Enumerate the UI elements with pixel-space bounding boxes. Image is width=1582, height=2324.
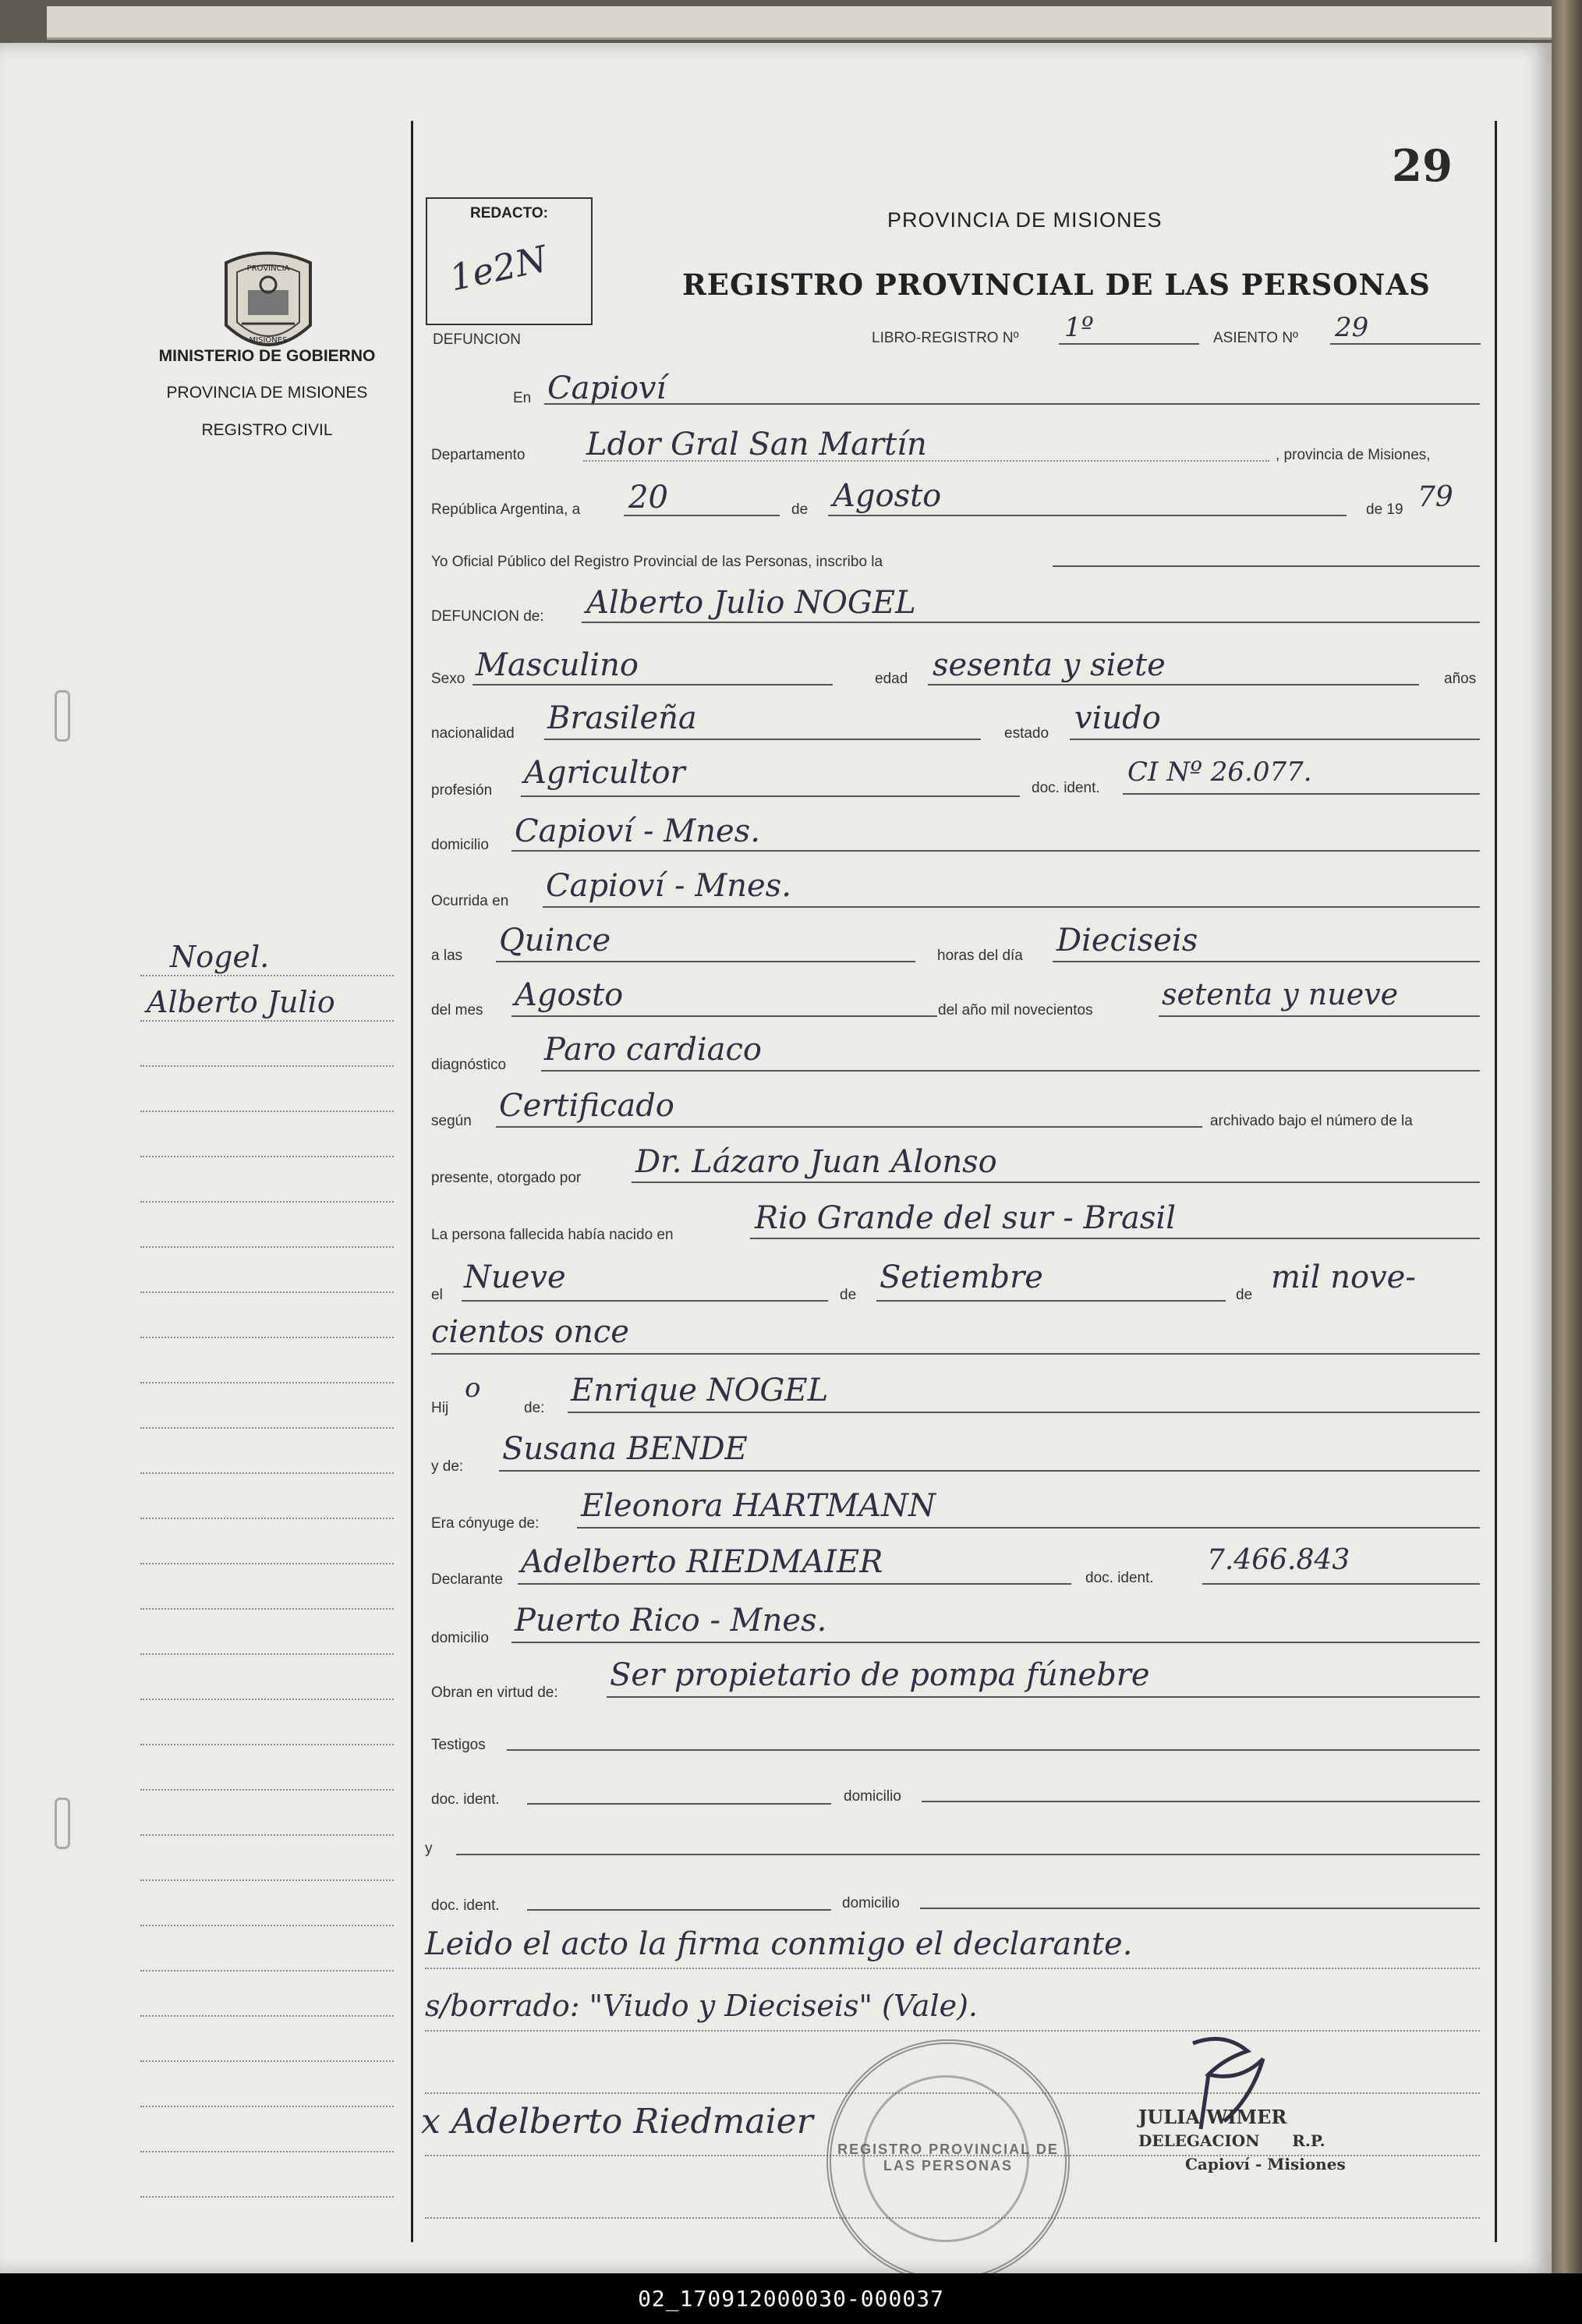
nacionalidad-line [544,739,981,740]
redacto-box [426,197,593,325]
margin-line [140,1744,394,1745]
margin-given-names: Alberto Julio [147,985,335,1019]
el-line [462,1300,828,1302]
margin-line [140,1472,394,1474]
margin-line [140,1834,394,1836]
de3-label: de [1236,1287,1253,1303]
month-line [828,515,1347,516]
ocurrida-label: Ocurrida en [431,893,509,909]
margin-line [140,2015,394,2017]
conyuge-line [577,1527,1480,1529]
obran-value: Ser propietario de pompa fúnebre [610,1657,1150,1693]
ministry-line2: PROVINCIA DE MISIONES [166,384,368,402]
delmes-line [511,1015,937,1017]
y-line [456,1854,1480,1855]
edad-line [928,684,1419,686]
padre-line [568,1412,1480,1413]
binding-stitch [55,690,70,742]
domicilio2-line [511,1642,1480,1643]
segun-label: según [431,1113,472,1129]
previous-page-edge [47,6,1552,40]
crest-bottom-text: MISIONES [249,336,288,345]
domicilio3-label: domicilio [844,1788,901,1805]
margin-line [140,2060,394,2062]
de-label: de [791,501,809,518]
margin-line [140,1020,394,1022]
seal-line2-suffix: R.P. [1292,2131,1325,2150]
day-line [624,515,780,516]
de2-label: de [840,1287,857,1303]
domicilio3-line [922,1801,1480,1802]
el-value: Nueve [464,1259,566,1295]
margin-line [140,1699,394,1700]
de2-value: Setiembre [879,1259,1043,1295]
margin-line [140,1382,394,1383]
domicilio2-value: Puerto Rico - Mnes. [515,1603,827,1638]
redacto-label: REDACTO: [470,205,548,221]
margin-line [140,2106,394,2107]
doc-ident2-label: doc. ident. [1085,1570,1154,1586]
delmes-value: Agosto [515,977,624,1013]
book-edge [1552,0,1582,2324]
yde-label: y de: [431,1458,464,1475]
republica-label: República Argentina, a [431,501,581,518]
departamento-label: Departamento [431,447,526,463]
margin-line [140,1518,394,1519]
margin-line [140,1246,394,1248]
domicilio-line [511,850,1480,852]
asiento-value: 29 [1335,312,1369,343]
en-line [544,403,1480,405]
seal-line2 [1138,2129,1346,2152]
alas-label: a las [431,948,463,964]
redacto-value: 1e2N [445,237,551,299]
margin-line [140,1879,394,1881]
estado-value: viudo [1074,700,1161,736]
cientos-value: cientos once [431,1314,629,1350]
margin-line [140,1065,394,1067]
presente-line [632,1181,1480,1183]
margin-line [140,1925,394,1926]
testigos-label: Testigos [431,1737,486,1753]
defuncion-de-label: DEFUNCION de: [431,608,544,625]
doc-ident-label: doc. ident. [1032,780,1100,796]
hij-label: Hij [431,1400,449,1416]
margin-line [140,1608,394,1610]
edad-value: sesenta y siete [933,647,1166,683]
libro-value: 1º [1064,312,1094,343]
month-value: Agosto [833,478,942,514]
padre-value: Enrique NOGEL [571,1373,829,1408]
horas-value: Dieciseis [1056,923,1198,958]
asiento-line [1330,343,1481,345]
year-suffix: 79 [1417,481,1453,513]
domicilio4-label: domicilio [842,1895,900,1911]
alas-value: Quince [499,923,611,958]
conyuge-label: Era cónyuge de: [431,1515,540,1532]
margin-line [140,1201,394,1203]
doc-ident3-line [527,1803,831,1805]
doc-ident-line [1123,793,1480,795]
seal-line3: Capioví - Misiones [1185,2155,1346,2173]
nacido-label: La persona fallecida había nacido en [431,1227,674,1243]
ministry-line1: MINISTERIO DE GOBIERNO [158,347,376,365]
edad-label: edad [875,671,908,687]
de2-line [876,1300,1226,1302]
closing-line1: Leido el acto la firma conmigo el declarante. [425,1926,1133,1962]
nacionalidad-label: nacionalidad [431,725,515,742]
provincia-label: , provincia de Misiones, [1276,447,1431,463]
domicilio2-label: domicilio [431,1630,489,1646]
y-label: y [425,1840,433,1857]
province-header: PROVINCIA DE MISIONES [887,208,1163,232]
diagnostico-line [541,1070,1480,1072]
asiento-label: ASIENTO Nº [1213,330,1298,346]
sexo-line [472,684,833,686]
ministry-line3: REGISTRO CIVIL [201,421,333,439]
declarante-label: Declarante [431,1571,503,1588]
el-label: el [431,1287,443,1303]
closing-line2: s/borrado: "Viudo y Dieciseis" (Vale). [425,1989,979,2023]
declarante-line [518,1583,1071,1585]
doc-ident4-line [527,1909,831,1911]
libro-label: LIBRO-REGISTRO Nº [872,330,1019,346]
seal-line1: JULIA WIMER [1138,2106,1287,2128]
ocurrida-line [543,906,1480,908]
register-page [0,43,1552,2273]
horas-label: horas del día [937,948,1023,964]
sexo-label: Sexo [431,671,465,687]
anio-line [1159,1015,1480,1017]
year-prefix: de 19 [1366,501,1403,518]
seal-line2-office: DELEGACION [1138,2131,1260,2150]
margin-line [140,2196,394,2198]
madre-line [499,1470,1480,1472]
margin-line [140,1563,394,1564]
defuncion-de-value: Alberto Julio NOGEL [586,585,916,621]
declarante-value: Adelberto RIEDMAIER [521,1544,883,1580]
estado-label: estado [1004,725,1049,742]
margin-line [140,1111,394,1112]
nacionalidad-value: Brasileña [547,700,697,736]
presente-label: presente, otorgado por [431,1170,582,1186]
margin-line [140,1653,394,1655]
profesion-value: Agricultor [524,755,685,791]
departamento-value: Ldor Gral San Martín [586,427,927,462]
official-seal [1138,2106,1346,2176]
closing-line [425,2030,1480,2032]
anio-label: del año mil novecientos [938,1002,1093,1019]
oficial-text: Yo Oficial Público del Registro Provincial de las Personas, inscribo la [431,554,883,570]
obran-line [607,1696,1480,1698]
departamento-line [583,460,1269,462]
anos-label: años [1444,671,1477,687]
segun-line [496,1126,1202,1128]
margin-line [140,1789,394,1791]
domicilio4-line [920,1908,1480,1909]
segun-value: Certificado [499,1088,674,1124]
margin-line [140,2151,394,2152]
conyuge-value: Eleonora HARTMANN [581,1488,936,1524]
margin-line [140,1291,394,1293]
delmes-label: del mes [431,1002,483,1019]
diagnostico-label: diagnóstico [431,1057,507,1073]
defuncion-label: DEFUNCION [433,331,521,348]
doc-ident2-value: 7.466.843 [1207,1544,1350,1576]
closing-line [425,1968,1480,1969]
doc-ident-value: CI Nº 26.077. [1127,756,1312,788]
doc-ident3-label: doc. ident. [431,1791,500,1808]
registry-title: REGISTRO PROVINCIAL DE LAS PERSONAS [682,267,1431,302]
margin-line [140,975,394,976]
anio-value: setenta y nueve [1162,977,1399,1011]
crest-top-text: PROVINCIA [246,264,290,273]
nacido-value: Rio Grande del sur - Brasil [755,1200,1176,1236]
day-value: 20 [628,480,668,515]
ocurrida-value: Capioví - Mnes. [546,868,791,904]
horas-line [1053,961,1480,962]
margin-line [140,1337,394,1338]
defuncion-de-line [582,622,1480,623]
nacido-line [750,1238,1480,1239]
libro-line [1059,343,1199,345]
alas-line [496,961,915,962]
margin-line [140,1427,394,1429]
binding-stitch [55,1798,70,1849]
oficial-line [1053,565,1480,567]
stamp-text: REGISTRO PROVINCIAL DE LAS PERSONAS [837,2142,1059,2173]
de3-value: mil nove- [1271,1259,1416,1295]
presente-value: Dr. Lázaro Juan Alonso [635,1144,997,1180]
profesion-label: profesión [431,782,493,799]
archivado-label: archivado bajo el número de la [1210,1113,1413,1129]
doc-ident4-label: doc. ident. [431,1897,500,1914]
doc-ident2-line [1202,1583,1480,1585]
registry-stamp [826,2039,1070,2283]
sexo-value: Masculino [476,647,639,683]
estado-line [1070,739,1480,740]
domicilio-label: domicilio [431,837,489,853]
margin-line [140,1156,394,1157]
hij-value: o [465,1373,481,1404]
profesion-line [521,795,1020,797]
right-frame-line [1495,121,1497,2242]
declarant-signature: x Adelberto Riedmaier [421,2102,813,2142]
image-caption: 02_170912000030-000037 [0,2273,1582,2324]
diagnostico-value: Paro cardiaco [544,1032,762,1068]
madre-value: Susana BENDE [502,1431,748,1467]
page-number: 29 [1392,140,1453,192]
hij-de-label: de: [524,1400,545,1416]
en-value: Capioví [547,370,667,406]
margin-surname: Nogel. [170,940,270,974]
obran-label: Obran en virtud de: [431,1685,558,1701]
en-label: En [513,390,532,406]
cientos-line [431,1353,1480,1355]
domicilio-value: Capioví - Mnes. [515,813,760,849]
testigos-line [507,1749,1480,1751]
margin-line [140,1970,394,1972]
